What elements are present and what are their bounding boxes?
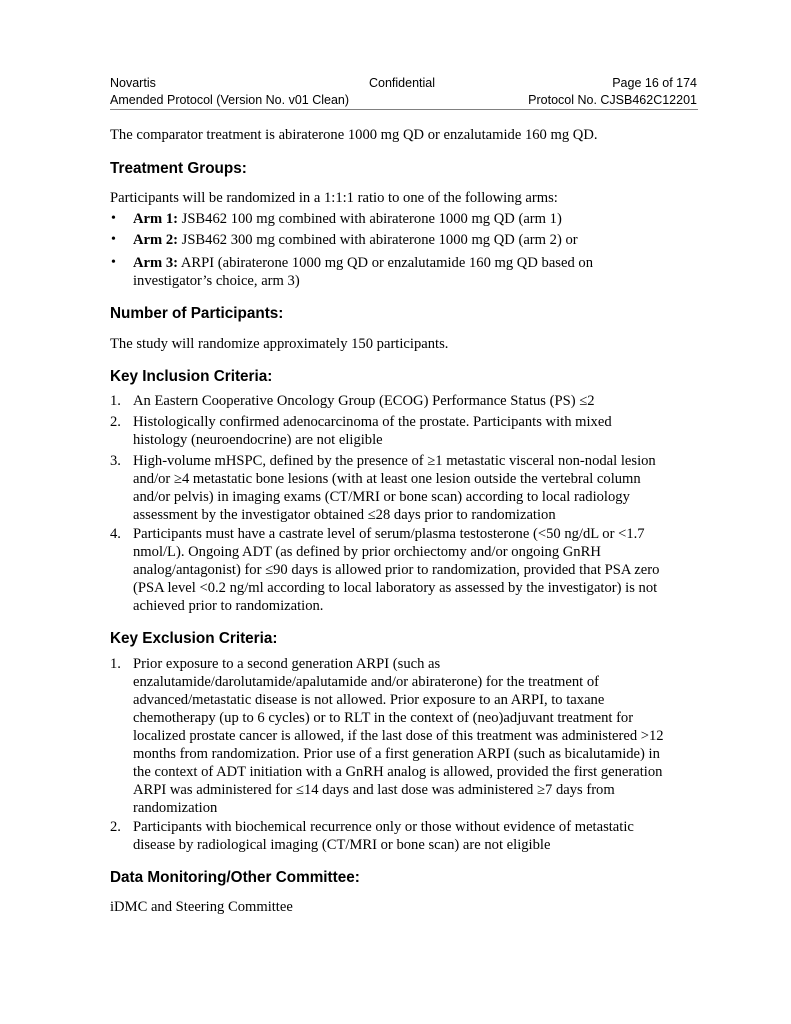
item-number: 1.: [110, 656, 121, 672]
bullet-icon: •: [111, 232, 116, 247]
item-text: nmol/L). Ongoing ADT (as defined by prior orchiectomy and/or ongoing GnRH: [133, 544, 601, 560]
arm-description: JSB462 300 mg combined with abiraterone 1000 mg QD (arm 2) or: [181, 232, 578, 248]
header-divider: [110, 109, 698, 110]
item-text: Prior exposure to a second generation ARPI (such as: [133, 656, 441, 672]
item-number: 3.: [110, 453, 121, 469]
item-text: localized prostate cancer is allowed, if the last dose of this treatment was administered >12: [133, 728, 664, 744]
item-text: (PSA level <0.2 ng/ml according to local laboratory as assessed by the investigator) is not: [133, 580, 658, 596]
heading-inclusion-criteria: Key Inclusion Criteria:: [110, 368, 273, 385]
arm-description: ARPI (abiraterone 1000 mg QD or enzalutamide 160 mg QD based on: [180, 255, 594, 271]
heading-treatment-groups: Treatment Groups:: [110, 160, 247, 177]
item-number: 2.: [110, 819, 121, 835]
arm-label: Arm 2:: [133, 232, 178, 248]
item-text: the context of ADT initiation with a GnRH analog is allowed, provided the first generation: [133, 764, 663, 780]
item-text: Participants with biochemical recurrence only or those without evidence of metastatic: [133, 819, 634, 835]
arm-label: Arm 3:: [133, 255, 178, 271]
header-company: Novartis: [110, 76, 156, 90]
heading-data-monitoring-committee: Data Monitoring/Other Committee:: [110, 869, 360, 886]
item-text: High-volume mHSPC, defined by the presence of ≥1 metastatic visceral non-nodal lesion: [133, 453, 656, 469]
item-text: randomization: [133, 800, 218, 816]
item-text: advanced/metastatic disease is not allowed. Prior exposure to an ARPI, to taxane: [133, 692, 605, 708]
item-text: analog/antagonist) for ≤90 days is allowed prior to randomization, provided that PSA zero: [133, 562, 660, 578]
item-text: disease by radiological imaging (CT/MRI or bone scan) are not eligible: [133, 837, 551, 853]
item-number: 2.: [110, 414, 121, 430]
item-text: An Eastern Cooperative Oncology Group (ECOG) Performance Status (PS) ≤2: [133, 393, 595, 409]
item-text: months from randomization. Prior use of a first generation ARPI (such as bicalutamide) in: [133, 746, 660, 762]
arm-description: JSB462 100 mg combined with abiraterone 1000 mg QD (arm 1): [181, 211, 562, 227]
committee-text: iDMC and Steering Committee: [110, 899, 293, 915]
item-text: and/or ≥4 metastatic bone lesions (with at least one lesion outside the vertebral column: [133, 471, 641, 487]
item-text: Histologically confirmed adenocarcinoma of the prostate. Participants with mixed: [133, 414, 612, 430]
treatment-groups-intro: Participants will be randomized in a 1:1:1 ratio to one of the following arms:: [110, 190, 558, 206]
header-protocol-number: Protocol No. CJSB462C12201: [528, 93, 697, 107]
item-text: ARPI was administered for ≤14 days and last dose was administered ≥7 days from: [133, 782, 615, 798]
item-text: enzalutamide/darolutamide/apalutamide and/or abiraterone) for the treatment of: [133, 674, 599, 690]
comparator-text: The comparator treatment is abiraterone 1000 mg QD or enzalutamide 160 mg QD.: [110, 127, 598, 143]
item-text: chemotherapy (up to 6 cycles) or to RLT in the context of (neo)adjuvant treatment for: [133, 710, 634, 726]
header-page-number: Page 16 of 174: [612, 76, 697, 90]
item-text: achieved prior to randomization.: [133, 598, 324, 614]
item-text: assessment by the investigator obtained ≤28 days prior to randomization: [133, 507, 556, 523]
header-document-version: Amended Protocol (Version No. v01 Clean): [110, 93, 350, 107]
arm-description: investigator’s choice, arm 3): [133, 273, 300, 289]
item-text: Participants must have a castrate level of serum/plasma testosterone (<50 ng/dL or <1.7: [133, 526, 645, 542]
participants-text: The study will randomize approximately 150 participants.: [110, 336, 449, 352]
bullet-icon: •: [111, 211, 116, 226]
item-number: 1.: [110, 393, 121, 409]
header-classification: Confidential: [369, 76, 436, 90]
item-text: and/or pelvis) in imaging exams (CT/MRI or bone scan) according to local radiology: [133, 489, 630, 505]
item-text: histology (neuroendocrine) are not eligible: [133, 432, 383, 448]
heading-number-of-participants: Number of Participants:: [110, 305, 284, 322]
bullet-icon: •: [111, 255, 116, 270]
arm-label: Arm 1:: [133, 211, 178, 227]
item-number: 4.: [110, 526, 121, 542]
heading-exclusion-criteria: Key Exclusion Criteria:: [110, 630, 278, 647]
